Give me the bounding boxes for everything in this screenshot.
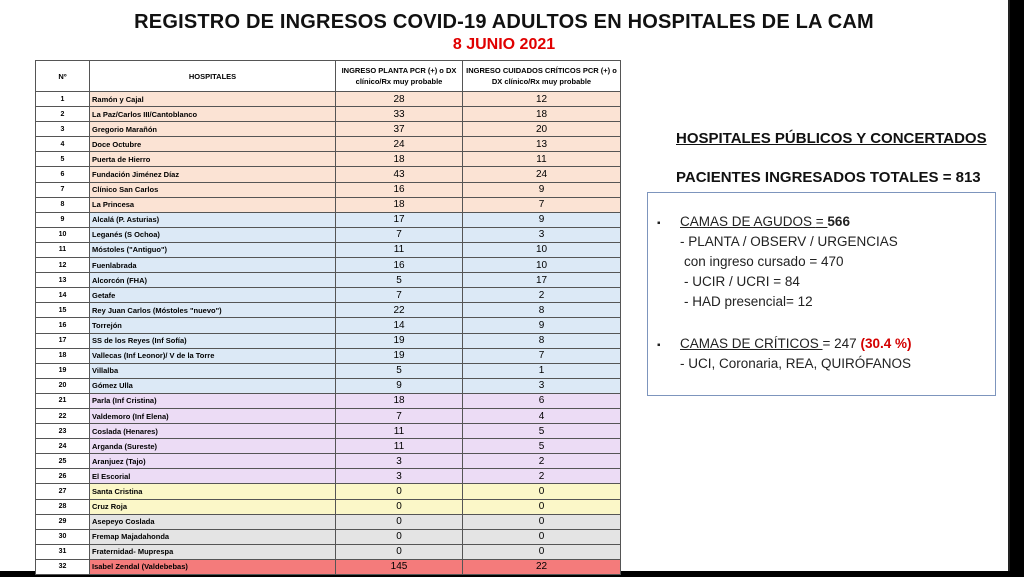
hospital-name: Clínico San Carlos [90, 182, 336, 197]
row-number: 32 [36, 559, 90, 574]
table-row [36, 393, 621, 408]
criticos-value: 2 [463, 469, 621, 484]
hospital-name: Alcalá (P. Asturias) [90, 212, 336, 227]
row-number: 26 [36, 469, 90, 484]
planta-value: 16 [336, 182, 463, 197]
planta-line-1: - PLANTA / OBSERV / URGENCIAS [680, 234, 898, 249]
section-heading-public-hospitals: HOSPITALES PÚBLICOS Y CONCERTADOS [676, 130, 987, 147]
row-number: 28 [36, 499, 90, 514]
row-number: 6 [36, 167, 90, 182]
planta-value: 0 [336, 529, 463, 544]
agudos-value: 566 [827, 214, 850, 229]
table-row [36, 212, 621, 227]
hospital-name: Leganés (S Ochoa) [90, 227, 336, 242]
planta-value: 7 [336, 227, 463, 242]
row-number: 27 [36, 484, 90, 499]
planta-value: 24 [336, 137, 463, 152]
criticos-line [680, 336, 911, 351]
planta-value: 17 [336, 212, 463, 227]
criticos-value: 6 [463, 393, 621, 408]
planta-value: 16 [336, 258, 463, 273]
hospital-name: Torrejón [90, 318, 336, 333]
criticos-value: 0 [463, 484, 621, 499]
hospital-name: Rey Juan Carlos (Móstoles "nuevo") [90, 303, 336, 318]
bullet-icon: ▪ [657, 218, 661, 229]
table-row [36, 303, 621, 318]
hospital-name: El Escorial [90, 469, 336, 484]
table-row [36, 152, 621, 167]
hospital-name: Cruz Roja [90, 499, 336, 514]
table-row [36, 242, 621, 257]
table-row [36, 288, 621, 303]
row-number: 22 [36, 408, 90, 423]
criticos-value: 8 [463, 303, 621, 318]
row-number: 25 [36, 454, 90, 469]
criticos-value: 2 [463, 454, 621, 469]
criticos-value: 17 [463, 273, 621, 288]
hospital-name: Asepeyo Coslada [90, 514, 336, 529]
criticos-value: 7 [463, 348, 621, 363]
criticos-value: 8 [463, 333, 621, 348]
row-number: 7 [36, 182, 90, 197]
planta-value: 11 [336, 439, 463, 454]
planta-value: 37 [336, 122, 463, 137]
page-title: REGISTRO DE INGRESOS COVID-19 ADULTOS EN HOSPITALES DE LA CAM [134, 11, 874, 33]
ucir-line: - UCIR / UCRI = 84 [684, 274, 800, 289]
row-number: 10 [36, 227, 90, 242]
table-row [36, 529, 621, 544]
planta-value: 5 [336, 273, 463, 288]
row-number: 17 [36, 333, 90, 348]
table-row [36, 182, 621, 197]
planta-value: 9 [336, 378, 463, 393]
agudos-label: CAMAS DE AGUDOS [680, 214, 816, 229]
hospital-name: Parla (Inf Cristina) [90, 393, 336, 408]
agudos-line [680, 214, 850, 229]
criticos-label: CAMAS DE CRÍTICOS [680, 336, 823, 351]
beds-summary-box [647, 192, 996, 396]
row-number: 21 [36, 393, 90, 408]
criticos-value: 9 [463, 182, 621, 197]
row-number: 24 [36, 439, 90, 454]
row-number: 20 [36, 378, 90, 393]
table-row [36, 484, 621, 499]
row-number: 14 [36, 288, 90, 303]
planta-value: 0 [336, 514, 463, 529]
hospital-name: Aranjuez (Tajo) [90, 454, 336, 469]
planta-value: 19 [336, 348, 463, 363]
hospital-name: La Princesa [90, 197, 336, 212]
table-row [36, 454, 621, 469]
planta-line-2: con ingreso cursado = 470 [684, 254, 844, 269]
row-number: 18 [36, 348, 90, 363]
criticos-value: 4 [463, 408, 621, 423]
row-number: 19 [36, 363, 90, 378]
planta-value: 0 [336, 499, 463, 514]
planta-value: 0 [336, 544, 463, 559]
row-number: 11 [36, 242, 90, 257]
criticos-value: 0 [463, 499, 621, 514]
criticos-value: 10 [463, 258, 621, 273]
criticos-value: 3 [463, 378, 621, 393]
criticos-value: 5 [463, 424, 621, 439]
table-row [36, 92, 621, 107]
planta-value: 11 [336, 242, 463, 257]
table-row [36, 167, 621, 182]
had-line: - HAD presencial= 12 [684, 294, 813, 309]
row-number: 4 [36, 137, 90, 152]
table-row [36, 227, 621, 242]
hospital-name: Vallecas (Inf Leonor)/ V de la Torre [90, 348, 336, 363]
row-number: 13 [36, 273, 90, 288]
row-number: 8 [36, 197, 90, 212]
criticos-value: 18 [463, 107, 621, 122]
hospital-name: Puerta de Hierro [90, 152, 336, 167]
hospital-name: Fremap Majadahonda [90, 529, 336, 544]
table-row [36, 408, 621, 423]
hospital-name: Isabel Zendal (Valdebebas) [90, 559, 336, 574]
criticos-value: = 247 [822, 336, 857, 351]
criticos-value: 9 [463, 318, 621, 333]
hospital-name: Gómez Ulla [90, 378, 336, 393]
table-row [36, 559, 621, 574]
hospital-name: Santa Cristina [90, 484, 336, 499]
planta-value: 145 [336, 559, 463, 574]
planta-value: 7 [336, 288, 463, 303]
criticos-percentage: (30.4 %) [860, 336, 912, 351]
criticos-value: 10 [463, 242, 621, 257]
planta-value: 18 [336, 393, 463, 408]
hospital-name: Gregorio Marañón [90, 122, 336, 137]
planta-value: 33 [336, 107, 463, 122]
table-row [36, 363, 621, 378]
hospital-name: Alcorcón (FHA) [90, 273, 336, 288]
planta-value: 0 [336, 484, 463, 499]
hospital-name: Coslada (Henares) [90, 424, 336, 439]
planta-value: 18 [336, 152, 463, 167]
table-row [36, 333, 621, 348]
row-number: 16 [36, 318, 90, 333]
criticos-value: 5 [463, 439, 621, 454]
table-row [36, 318, 621, 333]
criticos-value: 11 [463, 152, 621, 167]
hospital-name: Móstoles ("Antiguo") [90, 242, 336, 257]
criticos-value: 1 [463, 363, 621, 378]
criticos-value: 3 [463, 227, 621, 242]
criticos-value: 7 [463, 197, 621, 212]
hospital-name: La Paz/Carlos III/Cantoblanco [90, 107, 336, 122]
table-row [36, 439, 621, 454]
table-row [36, 424, 621, 439]
table-row [36, 544, 621, 559]
hospital-name: Doce Octubre [90, 137, 336, 152]
row-number: 2 [36, 107, 90, 122]
hospital-name: Fundación Jiménez Díaz [90, 167, 336, 182]
criticos-value: 0 [463, 544, 621, 559]
hospital-admissions-table [35, 60, 621, 575]
table-row [36, 348, 621, 363]
criticos-value: 0 [463, 529, 621, 544]
planta-value: 7 [336, 408, 463, 423]
table-row [36, 137, 621, 152]
planta-value: 5 [336, 363, 463, 378]
hospital-name: SS de los Reyes (Inf Sofía) [90, 333, 336, 348]
hospital-name: Fuenlabrada [90, 258, 336, 273]
criticos-value: 0 [463, 514, 621, 529]
hospital-name: Villalba [90, 363, 336, 378]
row-number: 3 [36, 122, 90, 137]
column-header-criticos: INGRESO CUIDADOS CRÍTICOS PCR (+) o DX clínico/Rx muy probable [463, 61, 621, 92]
planta-value: 18 [336, 197, 463, 212]
table-row [36, 258, 621, 273]
row-number: 15 [36, 303, 90, 318]
total-patients: PACIENTES INGRESADOS TOTALES = 813 [676, 169, 981, 186]
criticos-value: 22 [463, 559, 621, 574]
row-number: 30 [36, 529, 90, 544]
column-header-number: Nº [36, 61, 90, 92]
criticos-value: 9 [463, 212, 621, 227]
hospital-name: Valdemoro (Inf Elena) [90, 408, 336, 423]
planta-value: 14 [336, 318, 463, 333]
table-row [36, 107, 621, 122]
row-number: 31 [36, 544, 90, 559]
table-row [36, 122, 621, 137]
agudos-equals: = [815, 214, 828, 229]
criticos-value: 12 [463, 92, 621, 107]
row-number: 9 [36, 212, 90, 227]
table-row [36, 514, 621, 529]
table-header-row [36, 61, 621, 92]
row-number: 12 [36, 258, 90, 273]
column-header-planta: INGRESO PLANTA PCR (+) o DX clínico/Rx muy probable [336, 61, 463, 92]
planta-value: 3 [336, 469, 463, 484]
table-row [36, 469, 621, 484]
row-number: 1 [36, 92, 90, 107]
planta-value: 3 [336, 454, 463, 469]
criticos-value: 20 [463, 122, 621, 137]
planta-value: 22 [336, 303, 463, 318]
planta-value: 11 [336, 424, 463, 439]
criticos-value: 24 [463, 167, 621, 182]
hospital-name: Ramón y Cajal [90, 92, 336, 107]
planta-value: 19 [336, 333, 463, 348]
row-number: 5 [36, 152, 90, 167]
row-number: 29 [36, 514, 90, 529]
hospital-name: Getafe [90, 288, 336, 303]
report-date: 8 JUNIO 2021 [452, 36, 556, 53]
table-row [36, 499, 621, 514]
planta-value: 43 [336, 167, 463, 182]
column-header-hospital: HOSPITALES [90, 61, 336, 92]
table-row [36, 273, 621, 288]
criticos-value: 13 [463, 137, 621, 152]
table-row [36, 197, 621, 212]
hospital-name: Arganda (Sureste) [90, 439, 336, 454]
hospital-name: Fraternidad- Muprespa [90, 544, 336, 559]
criticos-value: 2 [463, 288, 621, 303]
planta-value: 28 [336, 92, 463, 107]
table-body [36, 92, 621, 575]
bullet-icon: ▪ [657, 340, 661, 351]
table-row [36, 378, 621, 393]
criticos-detail: - UCI, Coronaria, REA, QUIRÓFANOS [680, 356, 912, 371]
row-number: 23 [36, 424, 90, 439]
